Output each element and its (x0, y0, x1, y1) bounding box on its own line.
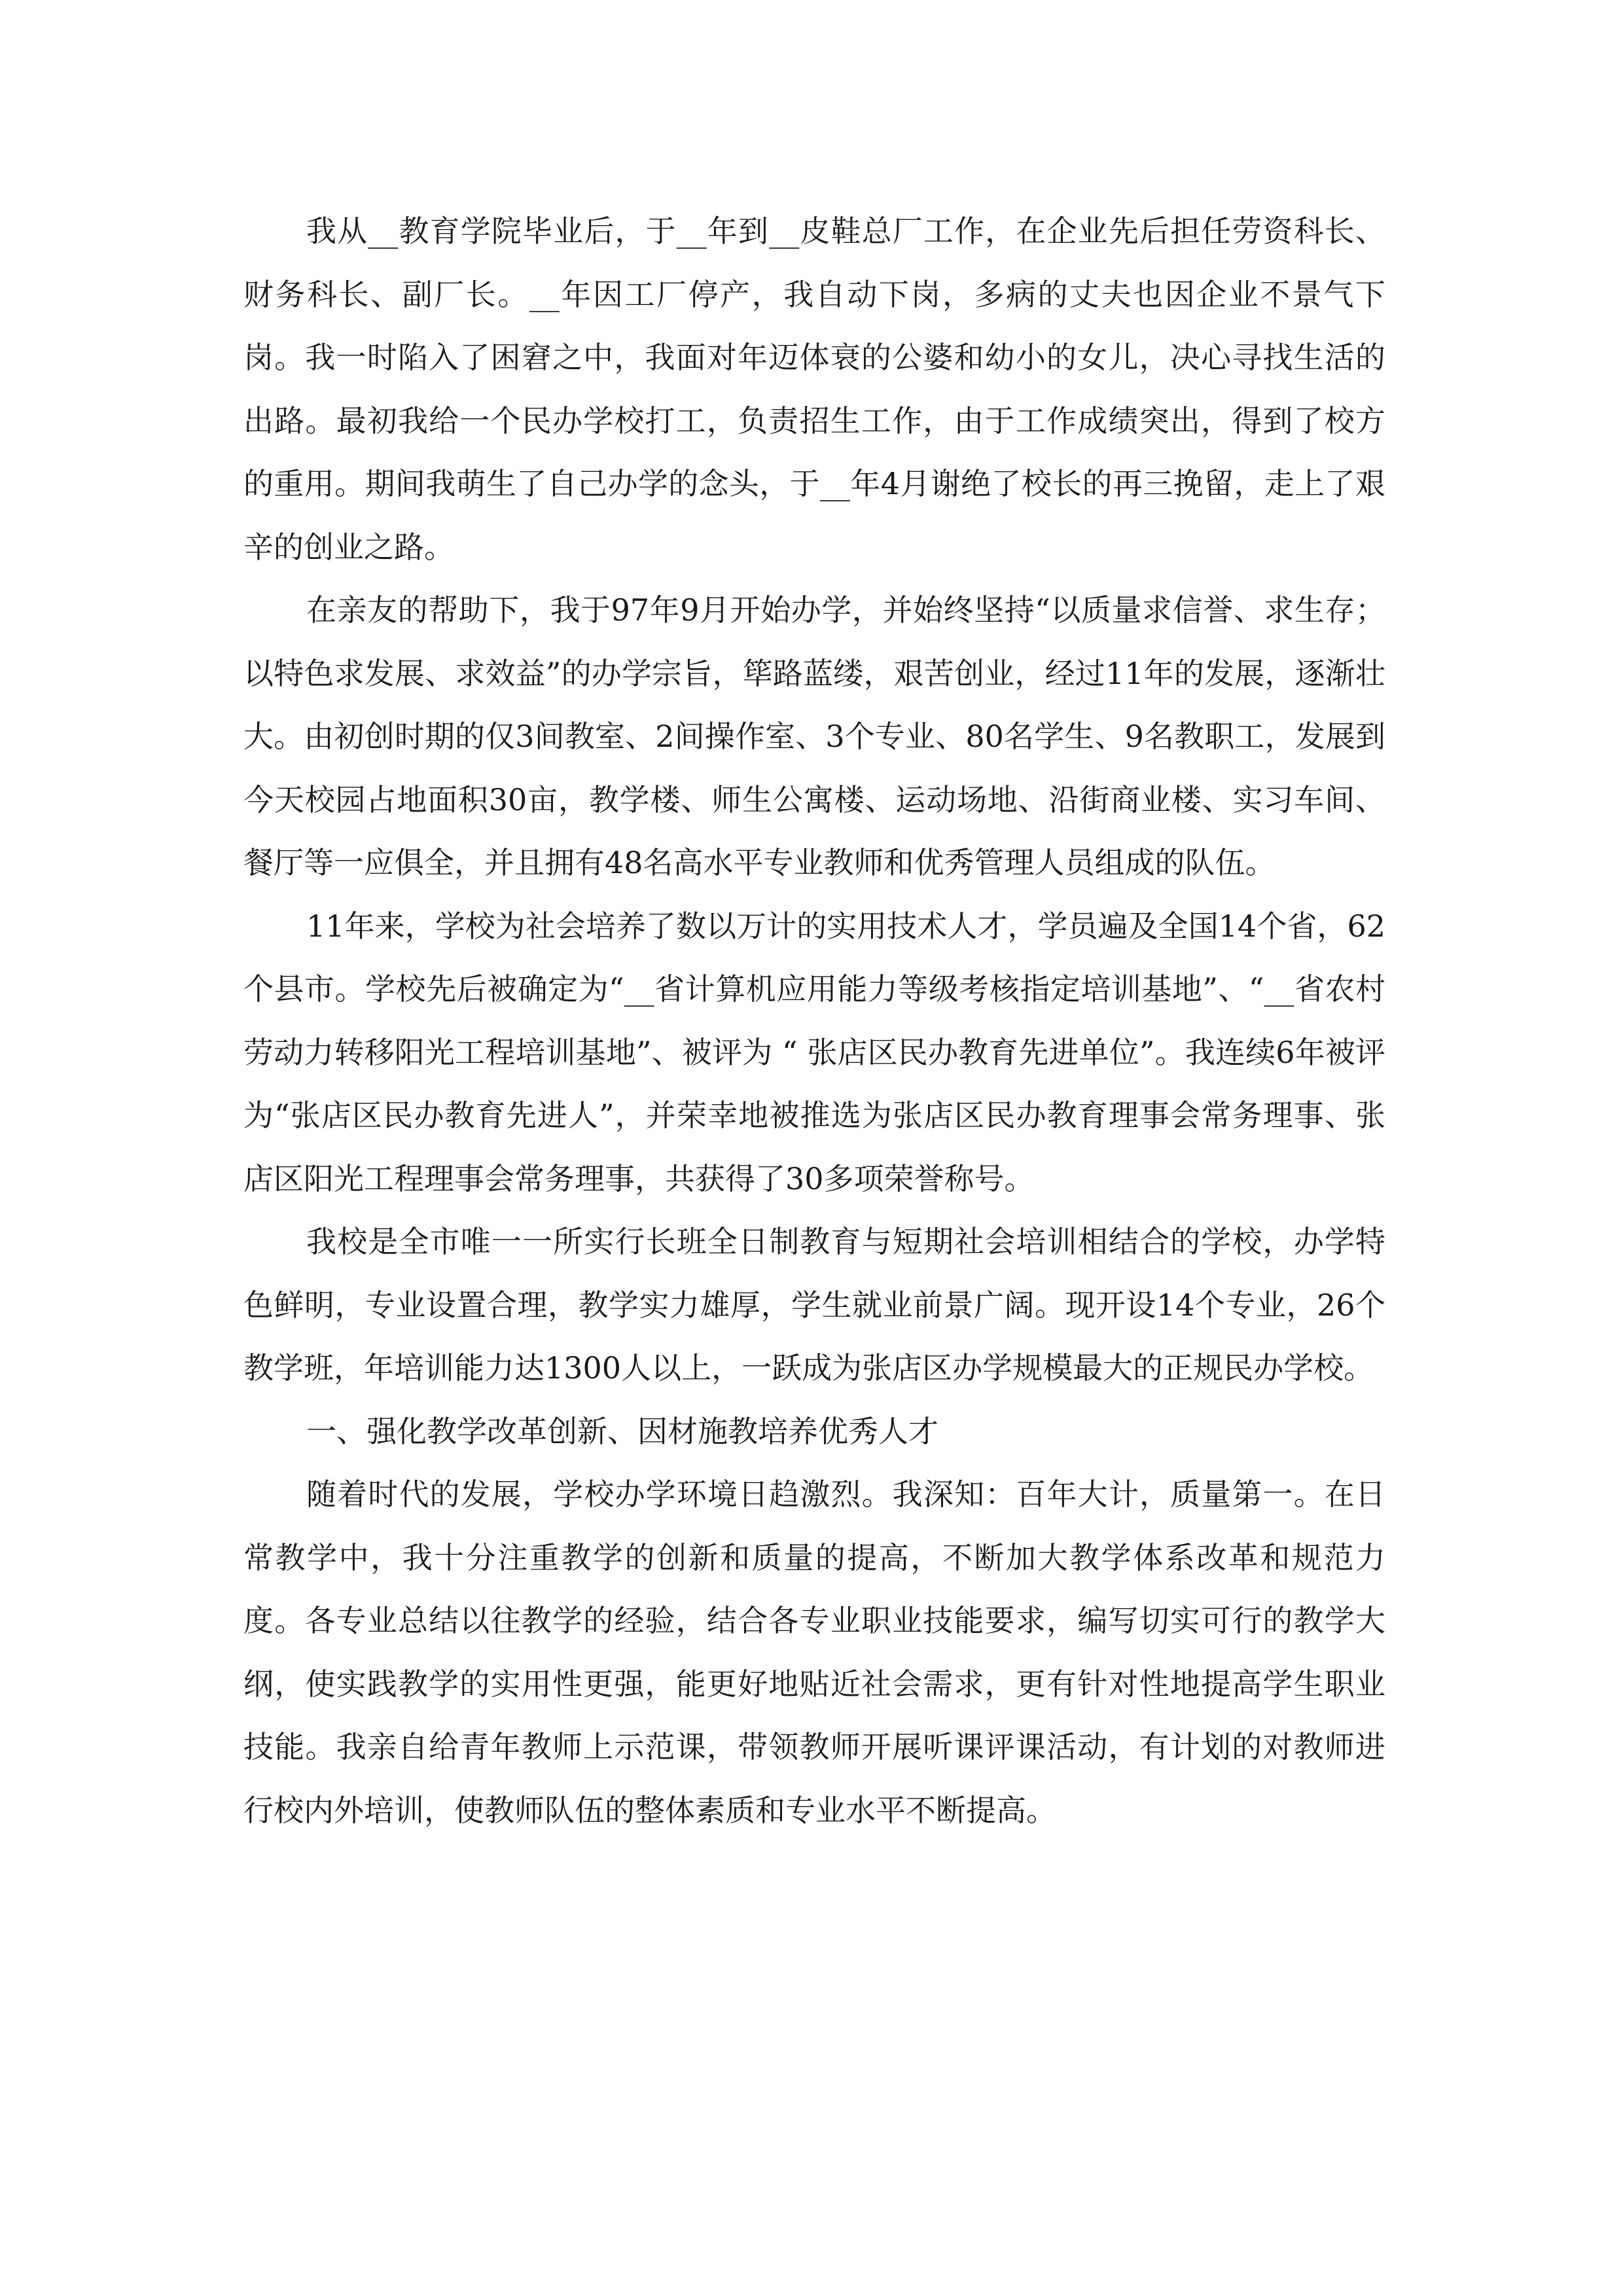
paragraph-teaching-reform: 随着时代的发展，学校办学环境日趋激烈。我深知：百年大计，质量第一。在日常教学中，我十分注重教学的创新和质量的提高，不断加大教学体系改革和规范力度。各专业总结以往教学的经验，结合各专业职业技能要求，编写切实可行的教学大纲，使实践教学的实用性更强，能更好地贴近社会需求，更有针对性地提高学生职业技能。我亲自给青年教师上示范课，带领教师开展听课评课活动，有计划的对教师进行校内外培训，使教师队伍的整体素质和专业水平不断提高。 (243, 1477, 1385, 1828)
paragraph-career-background: 我从__教育学院毕业后，于__年到__皮鞋总厂工作，在企业先后担任劳资科长、财务科长、副厂长。__年因工厂停产，我自动下岗，多病的丈夫也因企业不景气下岗。我一时陷入了困窘之中，我面对年迈体衰的公婆和幼小的女儿，决心寻找生活的出路。最初我给一个民办学校打工，负责招生工作，由于工作成绩突出，得到了校方的重用。期间我萌生了自己办学的念头，于__年4月谢绝了校长的再三挽留，走上了艰辛的创业之路。 (243, 213, 1385, 565)
paragraph-school-founding: 在亲友的帮助下，我于97年9月开始办学，并始终坚持“以质量求信誉、求生存；以特色求发展、求效益”的办学宗旨，筚路蓝缕，艰苦创业，经过11年的发展，逐渐壮大。由初创时期的仅3间教室、2间操作室、3个专业、80名学生、9名教职工，发展到今天校园占地面积30亩，教学楼、师生公寓楼、运动场地、沿街商业楼、实习车间、餐厅等一应俱全，并且拥有48名高水平专业教师和优秀管理人员组成的队伍。 (243, 592, 1385, 880)
document-body (243, 200, 1385, 1842)
paragraph-achievements: 11年来，学校为社会培养了数以万计的实用技术人才，学员遍及全国14个省，62个县市。学校先后被确定为“__省计算机应用能力等级考核指定培训基地”、“__省农村劳动力转移阳光工程培训基地”、被评为 “ 张店区民办教育先进单位”。我连续6年被评为“张店区民办教育先进人”，并荣幸地被推选为张店区民办教育理事会常务理事、张店区阳光工程理事会常务理事，共获得了30多项荣誉称号。 (243, 908, 1385, 1196)
paragraph-school-profile: 我校是全市唯一一所实行长班全日制教育与短期社会培训相结合的学校，办学特色鲜明，专业设置合理，教学实力雄厚，学生就业前景广阔。现开设14个专业，26个教学班，年培训能力达1300人以上，一跃成为张店区办学规模最大的正规民办学校。 (243, 1224, 1385, 1386)
section-heading: 一、强化教学改革创新、因材施教培养优秀人才 (306, 1413, 938, 1449)
